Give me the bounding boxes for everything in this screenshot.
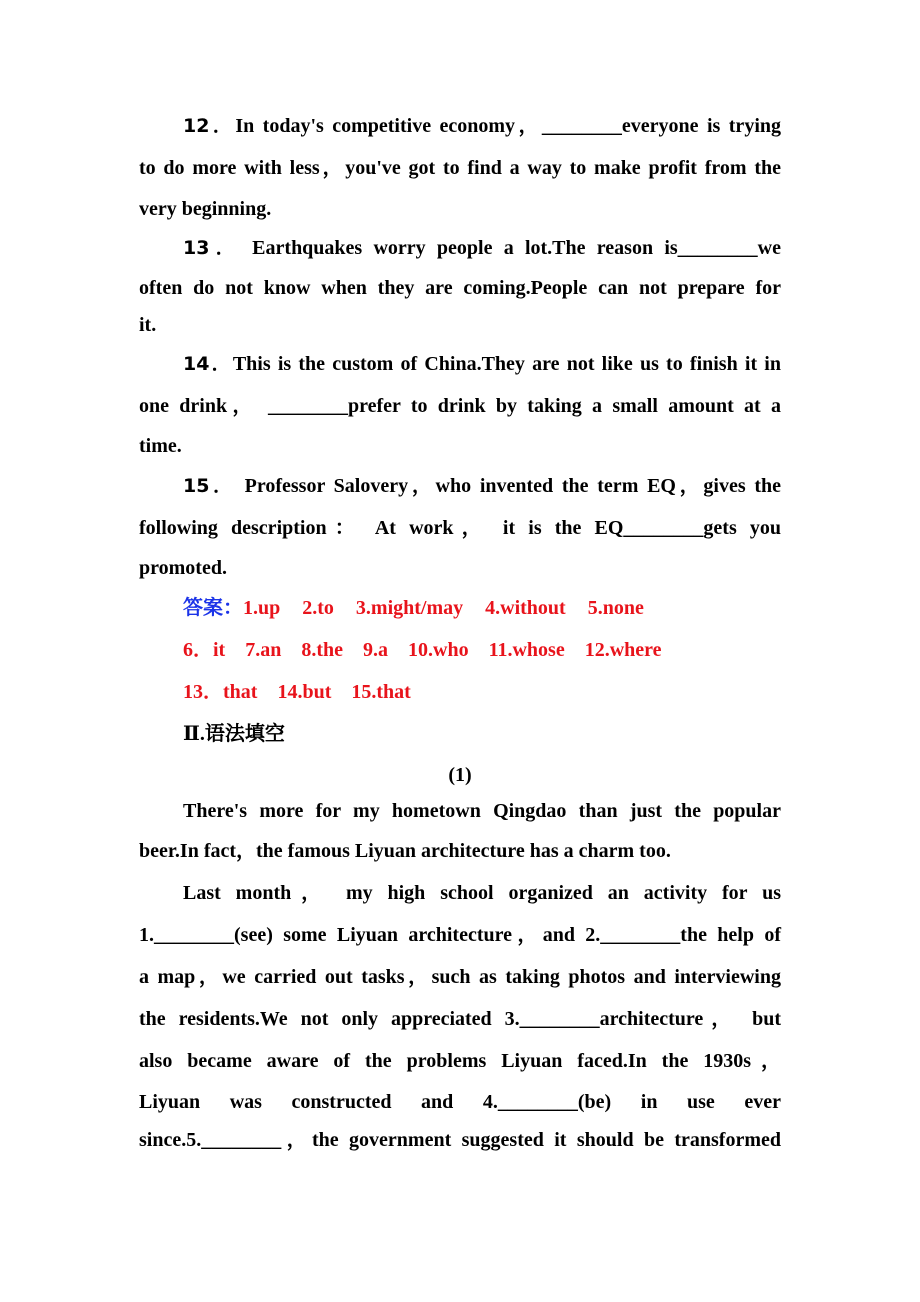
question-13-line-3: it. (139, 314, 157, 336)
answer-item: 11.whose (488, 639, 565, 661)
passage-p1-line-2: beer.In fact，the famous Liyuan architecture has a charm too. (139, 840, 671, 862)
section-title: Ⅱ.语法填空 (183, 723, 285, 745)
passage-p2-line-7: since.5.________，the government suggested it should be transformed (139, 1129, 781, 1151)
passage-p2-line-3: a map，we carried out tasks，such as taking photos and interviewing (139, 966, 781, 988)
question-text: Professor Salovery，who invented the term EQ，gives the (235, 475, 781, 497)
question-13-line-2: often do not know when they are coming.People can not prepare for (139, 277, 781, 299)
question-12-line-2: to do more with less，you've got to find a way to make profit from the (139, 157, 781, 179)
answers-row-2 (183, 638, 781, 662)
question-15-line-3: promoted. (139, 557, 227, 579)
question-text: Earthquakes worry people a lot.The reason is________we (240, 237, 781, 259)
answer-item: 1.up (243, 597, 281, 619)
question-15-line-1 (183, 474, 781, 498)
answer-item: 15.that (351, 681, 411, 703)
answers-label: 答案： (183, 597, 243, 619)
question-12-line-1 (183, 114, 781, 138)
passage-p2-line-4: the residents.We not only appreciated 3.________architecture， but (139, 1008, 781, 1030)
answers-row-1 (183, 596, 781, 620)
question-number: 14． (183, 353, 233, 375)
answer-item: 9.a (363, 639, 389, 661)
question-14-line-3: time. (139, 435, 182, 457)
question-text: In today's competitive economy，________everyone is trying (235, 115, 781, 137)
passage-p2-line-2: 1.________(see) some Liyuan architecture，and 2.________the help of (139, 924, 781, 946)
question-14-line-2: one drink， ________prefer to drink by taking a small amount at a (139, 395, 781, 417)
answer-item: 10.who (408, 639, 469, 661)
passage-p2-line-5: also became aware of the problems Liyuan faced.In the 1930s， (139, 1050, 781, 1072)
answer-item: 5.none (587, 597, 644, 619)
passage-p2-line-1: Last month， my high school organized an activity for us (183, 882, 781, 904)
question-13-line-1 (183, 236, 781, 260)
question-text: This is the custom of China.They are not like us to finish it in (232, 353, 781, 375)
question-number: 15． (183, 475, 236, 497)
question-number: 12． (183, 115, 236, 137)
question-14-line-1 (183, 352, 781, 376)
answer-item: 6．it (183, 639, 226, 661)
passage-p1-line-1: There's more for my hometown Qingdao than just the popular (183, 800, 781, 822)
answer-item: 12.where (584, 639, 662, 661)
passage-p2-line-6: Liyuan was constructed and 4.________(be) in use ever (139, 1091, 781, 1113)
section-subtitle: (1) (448, 764, 472, 786)
question-number: 13． (183, 237, 241, 259)
answer-item: 13．that (183, 681, 258, 703)
answer-item: 8.the (301, 639, 344, 661)
question-15-line-2: following description： At work， it is the EQ________gets you (139, 517, 781, 539)
answers-row-3 (183, 680, 781, 704)
question-12-line-3: very beginning. (139, 198, 272, 220)
answer-item: 7.an (245, 639, 282, 661)
answer-item: 3.might/may (355, 597, 464, 619)
answer-item: 14.but (277, 681, 332, 703)
answer-item: 4.without (485, 597, 566, 619)
answer-item: 2.to (302, 597, 334, 619)
